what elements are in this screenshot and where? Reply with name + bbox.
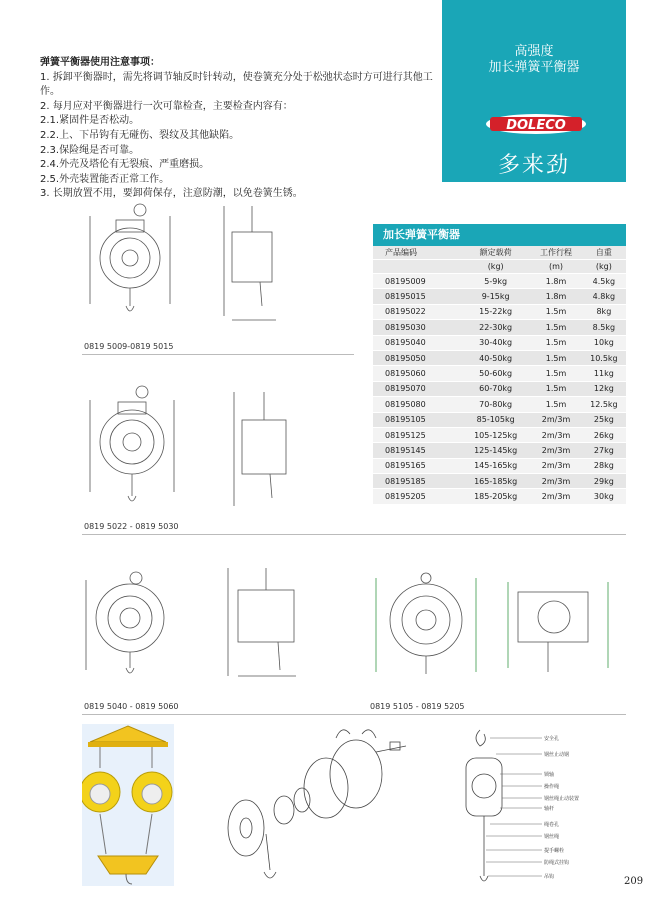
table-cell: 08195205 bbox=[373, 489, 461, 504]
brand-chinese-name: 多来劲 bbox=[497, 153, 570, 178]
table-row bbox=[373, 289, 626, 304]
note-item: 2.1.紧固件是否松动。 bbox=[40, 115, 140, 127]
table-cell: 12.5kg bbox=[582, 397, 626, 412]
table-cell: 08195040 bbox=[373, 335, 461, 350]
table-cell: 8kg bbox=[582, 304, 626, 319]
drawing-3-caption: 0819 5040 - 0819 5060 bbox=[84, 702, 179, 711]
table-cell: 1.5m bbox=[530, 397, 581, 412]
table-cell: 29kg bbox=[582, 474, 626, 489]
spec-grid bbox=[373, 246, 626, 505]
exploded-view-drawing bbox=[206, 724, 416, 886]
note-item: 2.2.上、下吊钩有无碰伤、裂纹及其他缺陷。 bbox=[40, 129, 240, 141]
table-row bbox=[373, 427, 626, 442]
drawing-1-caption: 0819 5009-0819 5015 bbox=[84, 342, 174, 351]
note-item: 3. 长期放置不用，要卸荷保存，注意防潮，以免卷簧生锈。 bbox=[40, 188, 303, 200]
table-row bbox=[373, 489, 626, 504]
table-cell: 08195105 bbox=[373, 412, 461, 427]
table-cell: 1.5m bbox=[530, 381, 581, 396]
col-unit: (m) bbox=[530, 260, 581, 274]
table-cell: 2m/3m bbox=[530, 489, 581, 504]
divider bbox=[82, 534, 626, 535]
table-cell: 185-205kg bbox=[461, 489, 530, 504]
col-header: 工作行程 bbox=[530, 246, 581, 260]
table-cell: 2m/3m bbox=[530, 427, 581, 442]
table-cell: 08195125 bbox=[373, 427, 461, 442]
part-label: 安全孔 bbox=[544, 736, 560, 742]
table-cell: 1.5m bbox=[530, 335, 581, 350]
table-cell: 15-22kg bbox=[461, 304, 530, 319]
divider bbox=[82, 714, 626, 715]
header-line2: 加长弹簧平衡器 bbox=[488, 60, 580, 75]
table-row bbox=[373, 335, 626, 350]
part-label: 轴杆 bbox=[544, 806, 555, 812]
table-cell: 1.5m bbox=[530, 304, 581, 319]
table-cell: 22-30kg bbox=[461, 320, 530, 335]
part-label: 钢丝止动钢 bbox=[544, 752, 570, 758]
technical-drawing-2 bbox=[82, 380, 352, 515]
table-row bbox=[373, 458, 626, 473]
table-cell: 1.5m bbox=[530, 350, 581, 365]
table-unit-row bbox=[373, 260, 626, 274]
svg-text:DOLECO: DOLECO bbox=[506, 118, 566, 133]
table-row bbox=[373, 350, 626, 365]
page-number: 209 bbox=[624, 876, 644, 887]
table-cell: 70-80kg bbox=[461, 397, 530, 412]
table-row bbox=[373, 320, 626, 335]
table-row bbox=[373, 304, 626, 319]
table-row bbox=[373, 274, 626, 289]
part-label: 提手螺栓 bbox=[544, 848, 565, 854]
table-cell: 2m/3m bbox=[530, 474, 581, 489]
col-unit: (kg) bbox=[461, 260, 530, 274]
table-cell: 125-145kg bbox=[461, 443, 530, 458]
table-cell: 2m/3m bbox=[530, 458, 581, 473]
usage-notes bbox=[40, 56, 436, 202]
table-cell: 1.8m bbox=[530, 274, 581, 289]
table-cell: 08195030 bbox=[373, 320, 461, 335]
table-row bbox=[373, 366, 626, 381]
table-cell: 08195145 bbox=[373, 443, 461, 458]
table-cell: 10kg bbox=[582, 335, 626, 350]
table-header-row bbox=[373, 246, 626, 260]
table-cell: 08195015 bbox=[373, 289, 461, 304]
table-cell: 4.5kg bbox=[582, 274, 626, 289]
doleco-logo bbox=[486, 112, 586, 136]
table-cell: 08195185 bbox=[373, 474, 461, 489]
drawing-2-caption: 0819 5022 - 0819 5030 bbox=[84, 522, 179, 531]
table-cell: 10.5kg bbox=[582, 350, 626, 365]
part-label: 操作绳 bbox=[544, 784, 560, 790]
note-item: 2.4.外壳及塔伦有无裂痕、严重磨损。 bbox=[40, 159, 210, 171]
table-row bbox=[373, 381, 626, 396]
part-label: 防绳式挂钩 bbox=[544, 860, 570, 866]
table-cell: 5-9kg bbox=[461, 274, 530, 289]
note-item: 2.5.外壳装置能否正常工作。 bbox=[40, 173, 170, 185]
table-cell: 8.5kg bbox=[582, 320, 626, 335]
table-cell: 25kg bbox=[582, 412, 626, 427]
table-row bbox=[373, 474, 626, 489]
table-cell: 165-185kg bbox=[461, 474, 530, 489]
spec-table bbox=[373, 224, 626, 505]
table-cell: 1.5m bbox=[530, 366, 581, 381]
table-title: 加长弹簧平衡器 bbox=[373, 224, 626, 246]
table-cell: 50-60kg bbox=[461, 366, 530, 381]
table-cell: 105-125kg bbox=[461, 427, 530, 442]
table-cell: 30-40kg bbox=[461, 335, 530, 350]
note-item: 2.3.保险绳是否可靠。 bbox=[40, 144, 140, 156]
col-unit bbox=[373, 260, 461, 274]
table-cell: 28kg bbox=[582, 458, 626, 473]
table-cell: 08195050 bbox=[373, 350, 461, 365]
technical-drawing-4 bbox=[368, 562, 624, 692]
part-label: 绳卷孔 bbox=[544, 822, 560, 828]
part-label: 吊钩 bbox=[544, 874, 555, 880]
note-item: 1. 拆卸平衡器时，需先将调节轴反时针转动，使卷簧充分处于松弛状态时方可进行其他工作。 bbox=[40, 71, 433, 98]
note-item: 2. 每月应对平衡器进行一次可靠检查，主要检查内容有： bbox=[40, 100, 293, 112]
technical-drawing-1 bbox=[82, 196, 352, 336]
table-cell: 30kg bbox=[582, 489, 626, 504]
col-unit: (kg) bbox=[582, 260, 626, 274]
table-cell: 26kg bbox=[582, 427, 626, 442]
table-cell: 1.8m bbox=[530, 289, 581, 304]
col-header: 自重 bbox=[582, 246, 626, 260]
table-cell: 27kg bbox=[582, 443, 626, 458]
table-row bbox=[373, 397, 626, 412]
table-cell: 2m/3m bbox=[530, 412, 581, 427]
table-cell: 08195009 bbox=[373, 274, 461, 289]
part-label: 锁轴 bbox=[544, 772, 555, 778]
product-photo bbox=[82, 724, 174, 886]
notes-title: 弹簧平衡器使用注意事项： bbox=[40, 57, 160, 68]
table-cell: 1.5m bbox=[530, 320, 581, 335]
table-body bbox=[373, 274, 626, 505]
table-row bbox=[373, 412, 626, 427]
divider bbox=[82, 354, 354, 355]
table-cell: 85-105kg bbox=[461, 412, 530, 427]
table-cell: 08195060 bbox=[373, 366, 461, 381]
table-cell: 9-15kg bbox=[461, 289, 530, 304]
part-label: 钢丝绳止动装置 bbox=[544, 796, 580, 802]
header-banner bbox=[442, 0, 626, 182]
table-cell: 11kg bbox=[582, 366, 626, 381]
table-cell: 60-70kg bbox=[461, 381, 530, 396]
table-cell: 12kg bbox=[582, 381, 626, 396]
table-cell: 08195080 bbox=[373, 397, 461, 412]
table-cell: 145-165kg bbox=[461, 458, 530, 473]
table-cell: 40-50kg bbox=[461, 350, 530, 365]
col-header: 产品编码 bbox=[373, 246, 461, 260]
table-cell: 4.8kg bbox=[582, 289, 626, 304]
table-cell: 08195022 bbox=[373, 304, 461, 319]
drawing-4-caption: 0819 5105 - 0819 5205 bbox=[370, 702, 465, 711]
table-row bbox=[373, 443, 626, 458]
technical-drawing-3 bbox=[82, 560, 352, 690]
labeled-part-diagram bbox=[450, 724, 626, 886]
table-cell: 08195070 bbox=[373, 381, 461, 396]
table-cell: 08195165 bbox=[373, 458, 461, 473]
col-header: 额定载荷 bbox=[461, 246, 530, 260]
header-line1: 高强度 bbox=[514, 44, 554, 59]
part-label: 钢丝绳 bbox=[544, 834, 560, 840]
table-cell: 2m/3m bbox=[530, 443, 581, 458]
